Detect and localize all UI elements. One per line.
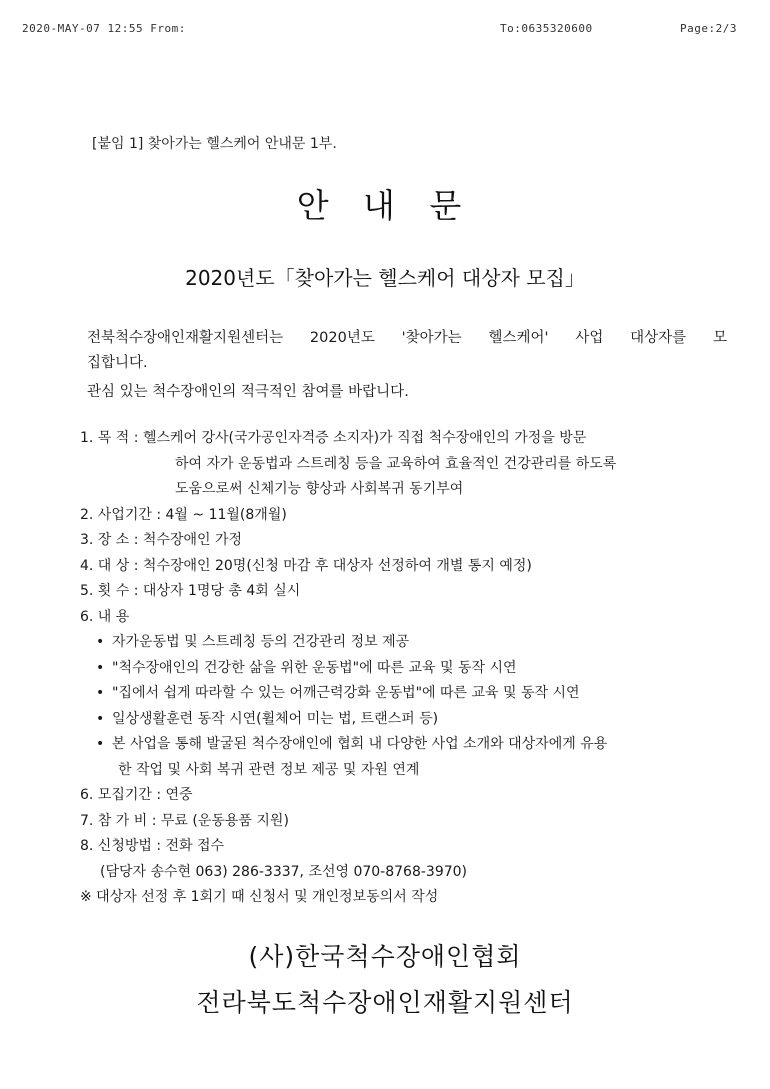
item-period: 2. 사업기간 : 4월 ~ 11월(8개월)	[80, 506, 287, 523]
bullet-icon: •	[96, 710, 105, 727]
fax-header-page: Page:2/3	[680, 22, 737, 35]
fax-header-sender: 2020-MAY-07 12:55 From:	[22, 22, 186, 35]
contact-info: (담당자 송수현 063) 286-3337, 조선영 070-8768-3970)	[100, 863, 468, 880]
item-purpose-line-1: 헬스케어 강사(국가공인자격증 소지자)가 직접 척수장애인의 가정을 방문	[142, 430, 587, 446]
program-details	[80, 426, 735, 911]
item-target: 4. 대 상 : 척수장애인 20명(신청 마감 후 대상자 선정하여 개별 통지 예정)	[80, 557, 532, 574]
list-item: • 일상생활훈련 동작 시연(휠체어 미는 법, 트랜스퍼 등)	[96, 707, 735, 733]
list-item: • "집에서 쉽게 따라할 수 있는 어깨근력강화 운동법"에 따른 교육 및 동작 시연	[96, 681, 735, 707]
item-purpose-line-3: 도움으로써 신체기능 향상과 사회복귀 동기부여	[175, 481, 464, 497]
list-item: • 본 사업을 통해 발굴된 척수장애인에 협회 내 다양한 사업 소개와 대상자에게 유용	[96, 732, 735, 758]
item-fee: 7. 참 가 비 : 무료 (운동용품 지원)	[80, 812, 289, 829]
item-purpose	[80, 426, 735, 452]
list-item: • "척수장애인의 건강한 삶을 위한 운동법"에 따른 교육 및 동작 시연	[96, 656, 735, 682]
document-title: 안 내 문	[296, 186, 474, 225]
intro-line-1: 전북척수장애인재활지원센터는 2020년도 '찾아가는 헬스케어' 사업 대상자를 모	[87, 330, 727, 346]
bullet-icon: •	[96, 736, 105, 752]
list-item: • 자가운동법 및 스트레칭 등의 건강관리 정보 제공	[96, 630, 735, 656]
attachment-note: [붙임 1] 찾아가는 헬스케어 안내문 1부.	[92, 136, 337, 152]
bullet-icon: •	[96, 634, 105, 650]
intro-line-2: 집합니다.	[87, 355, 148, 371]
item-apply: 8. 신청방법 : 전화 접수	[80, 838, 225, 854]
item-content-label: 6. 내 용	[80, 608, 130, 625]
content-bullet-list	[80, 630, 735, 783]
selection-note: ※ 대상자 선정 후 1회기 때 신청서 및 개인정보동의서 작성	[80, 889, 439, 905]
footer-org-center: 전라북도척수장애인재활지원센터	[196, 988, 574, 1017]
intro-paragraph	[87, 326, 727, 405]
item-recruit-period: 6. 모집기간 : 연중	[80, 787, 193, 803]
item-place: 3. 장 소 : 척수장애인 가정	[80, 532, 243, 548]
fax-header-recipient: To:0635320600	[500, 22, 593, 35]
list-item-continuation: 한 작업 및 사회 복귀 관련 정보 제공 및 자원 연계	[118, 761, 420, 778]
item-purpose-line-2: 하여 자가 운동법과 스트레칭 등을 교육하여 효율적인 건강관리를 하도록	[175, 455, 617, 472]
bullet-icon: •	[96, 659, 105, 676]
item-count: 5. 횟 수 : 대상자 1명당 총 4회 실시	[80, 583, 301, 599]
item-purpose-label: 1. 목 적 :	[80, 430, 139, 446]
footer-org-association: (사)한국척수장애인협회	[248, 942, 522, 971]
bullet-icon: •	[96, 685, 105, 701]
intro-line-3: 관심 있는 척수장애인의 적극적인 참여를 바랍니다.	[87, 384, 409, 400]
document-subtitle: 2020년도「찾아가는 헬스케어 대상자 모집」	[185, 266, 585, 290]
